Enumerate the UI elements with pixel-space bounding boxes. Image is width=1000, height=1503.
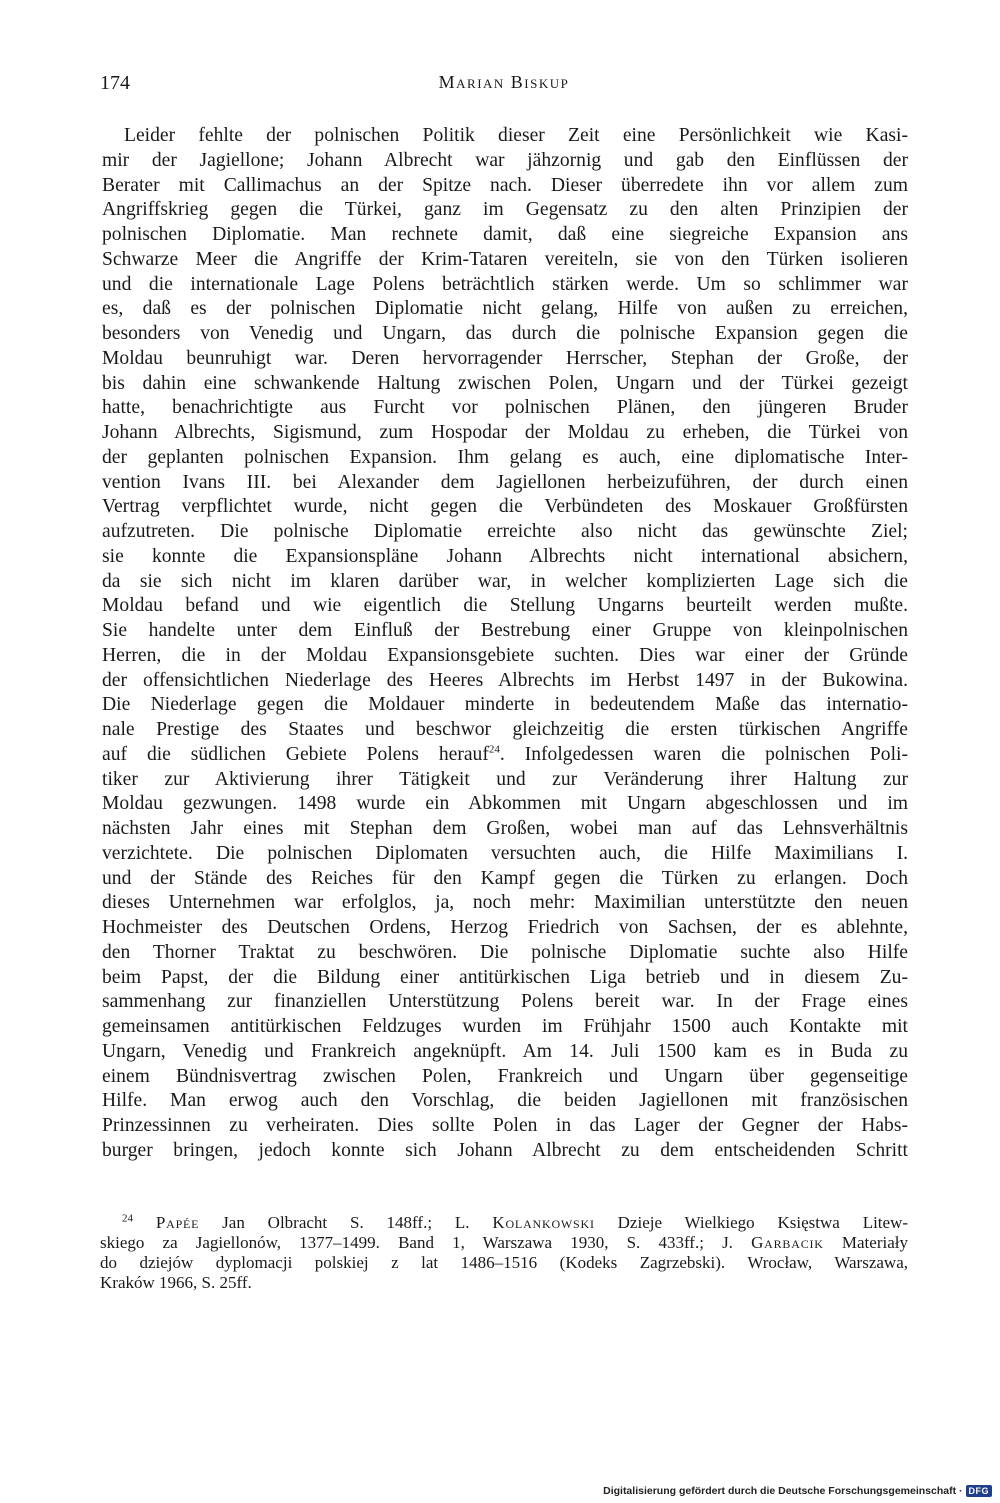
text-segment: auf die südlichen Gebiete Polens herauf: [102, 743, 489, 765]
text-line: Vertrag verpflichtet wurde, nicht gegen die Verbündeten des Moskauer Großfürsten: [102, 496, 908, 518]
text-line: Sie handelte unter dem Einfluß der Bestrebung einer Gruppe von kleinpolnischen: [102, 620, 908, 641]
text-line: da sie sich nicht im klaren darüber war, in welcher komplizierten Lage sich die: [102, 570, 908, 592]
text-line: sammenhang zur finanziellen Unterstützung Polens bereit war. In der Frage eines: [102, 991, 908, 1013]
text-line: dieses Unternehmen war erfolglos, ja, noch mehr: Maximilian unterstützte den neuen: [102, 892, 908, 914]
text-segment: . Infolgedessen waren die polnischen Poli-: [499, 743, 908, 765]
page-number: 174: [100, 72, 130, 94]
footnote-line: do dziejów dyplomacji polskiej z lat 1486–1516 (Kodeks Zagrzebski). Wrocław, Warszawa,: [100, 1253, 908, 1272]
footnote-line: [100, 1233, 908, 1253]
text-line: Herren, die in der Moldau Expansionsgebiete suchten. Dies war einer der Gründe: [102, 644, 908, 666]
text-line: und die internationale Lage Polens beträchtlich stärken werde. Um so schlimmer war: [102, 273, 908, 295]
footnote-text: Materiały: [823, 1233, 908, 1252]
text-line: tiker zur Aktivierung ihrer Tätigkeit und zur Veränderung ihrer Haltung zur: [102, 768, 908, 790]
footnote-block: [100, 1213, 908, 1293]
text-line: Moldau beunruhigt war. Deren hervorragender Herrscher, Stephan der Große, der: [102, 347, 908, 369]
text-line: burger bringen, jedoch konnte sich Johann Albrecht zu dem entscheidenden Schritt: [102, 1139, 908, 1161]
text-line: sie konnte die Expansionspläne Johann Albrechts nicht international absichern,: [102, 545, 908, 567]
text-line: der geplanten polnischen Expansion. Ihm gelang es auch, eine diplomatische Inter-: [102, 446, 908, 468]
text-line: nale Prestige des Staates und beschwor gleichzeitig die ersten türkischen Angriffe: [102, 719, 908, 740]
text-line: bis dahin eine schwankende Haltung zwischen Polen, Ungarn und der Türkei gezeigt: [102, 372, 908, 394]
text-line: Angriffskrieg gegen die Türkei, ganz im Gegensatz zu den alten Prinzipien der: [102, 199, 908, 221]
page-header: [100, 72, 908, 100]
text-line: Prinzessinnen zu verheiraten. Dies sollte Polen in das Lager der Gegner der Habs-: [102, 1115, 908, 1136]
footnote-text: Dzieje Wielkiego Księstwa Litew-: [594, 1213, 908, 1232]
text-line: besonders von Venedig und Ungarn, das durch die polnische Expansion gegen die: [102, 323, 908, 344]
text-line: Leider fehlte der polnischen Politik dieser Zeit eine Persönlichkeit wie Kasi-: [124, 125, 908, 146]
footnote-number: 24: [122, 1213, 133, 1225]
text-line: nächsten Jahr eines mit Stephan dem Großen, wobei man auf das Lehnsverhältnis: [102, 818, 908, 839]
text-line: Hochmeister des Deutschen Ordens, Herzog Friedrich von Sachsen, der es ablehnte,: [102, 917, 908, 938]
text-line: mir der Jagiellone; Johann Albrecht war jähzornig und gab den Einflüssen der: [102, 149, 908, 171]
text-line-with-footnote: [102, 743, 908, 768]
text-line: Hilfe. Man erwog auch den Vorschlag, die beiden Jagiellonen mit französischen: [102, 1090, 908, 1112]
digitization-credit: [603, 1485, 992, 1497]
text-line: [102, 1164, 908, 1189]
text-line: und der Stände des Reiches für den Kampf gegen die Türken zu erlangen. Doch: [102, 867, 908, 889]
text-line: Johann Albrechts, Sigismund, zum Hospodar der Moldau zu erheben, die Türkei von: [102, 422, 908, 443]
text-line: einem Bündnisvertrag zwischen Polen, Frankreich und Ungarn über gegenseitige: [102, 1065, 908, 1087]
body-text: [102, 124, 908, 1188]
text-line: aufzutreten. Die polnische Diplomatie erreichte also nicht das gewünschte Ziel;: [102, 521, 908, 542]
running-head: Marian Biskup: [438, 72, 570, 92]
text-line: verzichtete. Die polnischen Diplomaten versuchten auch, die Hilfe Maximilians I.: [102, 842, 908, 864]
footnote-line: [100, 1213, 908, 1233]
text-line: Die Niederlage gegen die Moldauer minderte in bedeutendem Maße das internatio-: [102, 694, 908, 716]
text-line: Moldau befand und wie eigentlich die Stellung Ungarns beurteilt werden mußte.: [102, 595, 908, 617]
credit-text: Digitalisierung gefördert durch die Deutsche Forschungsgemeinschaft ·: [603, 1485, 963, 1497]
footnote-author: Kolankowski: [492, 1213, 595, 1232]
footnote-author: Papée: [155, 1213, 200, 1232]
footnote-text: skiego za Jagiellonów, 1377–1499. Band 1, Warszawa 1930, S. 433ff.; J.: [100, 1233, 752, 1252]
text-line: hatte, benachrichtigte aus Furcht vor polnischen Plänen, den jüngeren Bruder: [102, 397, 908, 419]
text-line: gemeinsamen antitürkischen Feldzuges wurden im Frühjahr 1500 auch Kontakte mit: [102, 1016, 908, 1037]
text-line: Berater mit Callimachus an der Spitze nach. Dieser überredete ihn vor allem zum: [102, 174, 908, 196]
footnote-reference[interactable]: 24: [488, 743, 500, 756]
text-line: polnischen Diplomatie. Man rechnete damit, daß eine siegreiche Expansion ans: [102, 224, 908, 245]
text-line: der offensichtlichen Niederlage des Heeres Albrechts im Herbst 1497 in der Bukowina.: [102, 669, 908, 691]
dfg-logo: DFG: [966, 1485, 993, 1497]
text-line: Schwarze Meer die Angriffe der Krim-Tataren vereiteln, sie von den Türken isolieren: [102, 248, 908, 270]
text-line: Moldau gezwungen. 1498 wurde ein Abkommen mit Ungarn abgeschlossen und im: [102, 793, 908, 815]
text-line: den Thorner Traktat zu beschwören. Die polnische Diplomatie suchte also Hilfe: [102, 941, 908, 963]
footnote-line: Kraków 1966, S. 25ff.: [100, 1273, 252, 1292]
footnote-author: Garbacik: [751, 1233, 824, 1252]
text-line: Ungarn, Venedig und Frankreich angeknüpft. Am 14. Juli 1500 kam es in Buda zu: [102, 1040, 908, 1062]
text-line: vention Ivans III. bei Alexander dem Jagiellonen herbeizuführen, der durch einen: [102, 471, 908, 493]
footnote-text: Jan Olbracht S. 148ff.; L.: [199, 1213, 493, 1232]
text-line: beim Papst, der die Bildung einer antitürkischen Liga betrieb und in diesem Zu-: [102, 966, 908, 988]
text-line: es, daß es der polnischen Diplomatie nicht gelang, Hilfe von außen zu erreichen,: [102, 298, 908, 320]
